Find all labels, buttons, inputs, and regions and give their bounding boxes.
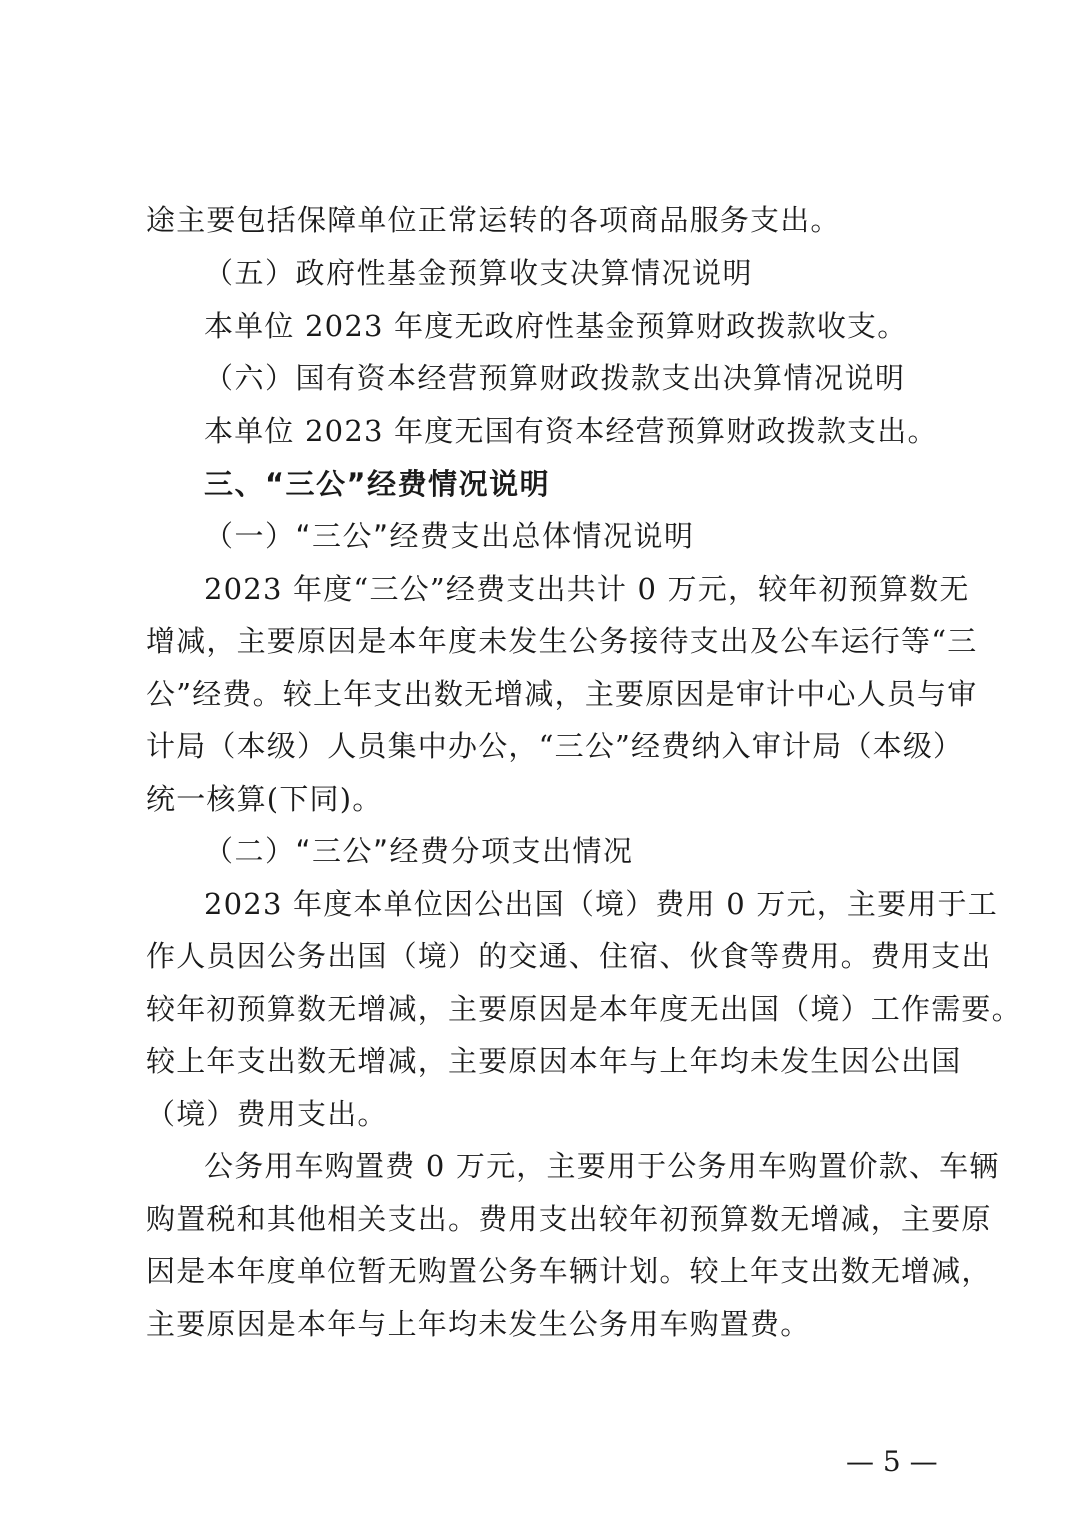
paragraph-line: 计局（本级）人员集中办公，“三公”经费纳入审计局（本级） [146,729,964,763]
paragraph-line: 作人员因公务出国（境）的交通、住宿、伙食等费用。费用支出 [146,939,992,973]
paragraph-line: 较上年支出数无增减，主要原因本年与上年均未发生因公出国 [146,1044,962,1078]
paragraph-line: （境）费用支出。 [146,1097,388,1131]
paragraph-line: 增减，主要原因是本年度未发生公务接待支出及公车运行等“三 [146,624,978,658]
paragraph-line: 主要原因是本年与上年均未发生公务用车购置费。 [146,1307,811,1341]
paragraph-line: 本单位 2023 年度无政府性基金预算财政拨款收支。 [204,309,908,343]
paragraph-line: 途主要包括保障单位正常运转的各项商品服务支出。 [146,203,841,237]
page-number: — 5 — [846,1445,938,1478]
paragraph-line: 2023 年度本单位因公出国（境）费用 0 万元，主要用于工 [204,887,998,921]
paragraph-line: 本单位 2023 年度无国有资本经营预算财政拨款支出。 [204,414,938,448]
section-heading: （六）国有资本经营预算财政拨款支出决算情况说明 [204,361,906,395]
paragraph-line: 2023 年度“三公”经费支出共计 0 万元，较年初预算数无 [204,572,970,606]
paragraph-line: 公务用车购置费 0 万元，主要用于公务用车购置价款、车辆 [204,1149,1000,1183]
paragraph-line: 公”经费。较上年支出数无增减，主要原因是审计中心人员与审 [146,677,978,711]
section-heading: （二）“三公”经费分项支出情况 [204,834,634,868]
paragraph-line: 较年初预算数无增减，主要原因是本年度无出国（境）工作需要。 [146,992,1022,1026]
section-heading: （五）政府性基金预算收支决算情况说明 [204,256,754,290]
paragraph-line: 因是本年度单位暂无购置公务车辆计划。较上年支出数无增减， [146,1254,992,1288]
paragraph-line: 购置税和其他相关支出。费用支出较年初预算数无增减，主要原 [146,1202,992,1236]
paragraph-line: 统一核算(下同)。 [146,782,383,816]
chapter-heading: 三、“三公”经费情况说明 [204,467,551,501]
section-heading: （一）“三公”经费支出总体情况说明 [204,519,695,553]
